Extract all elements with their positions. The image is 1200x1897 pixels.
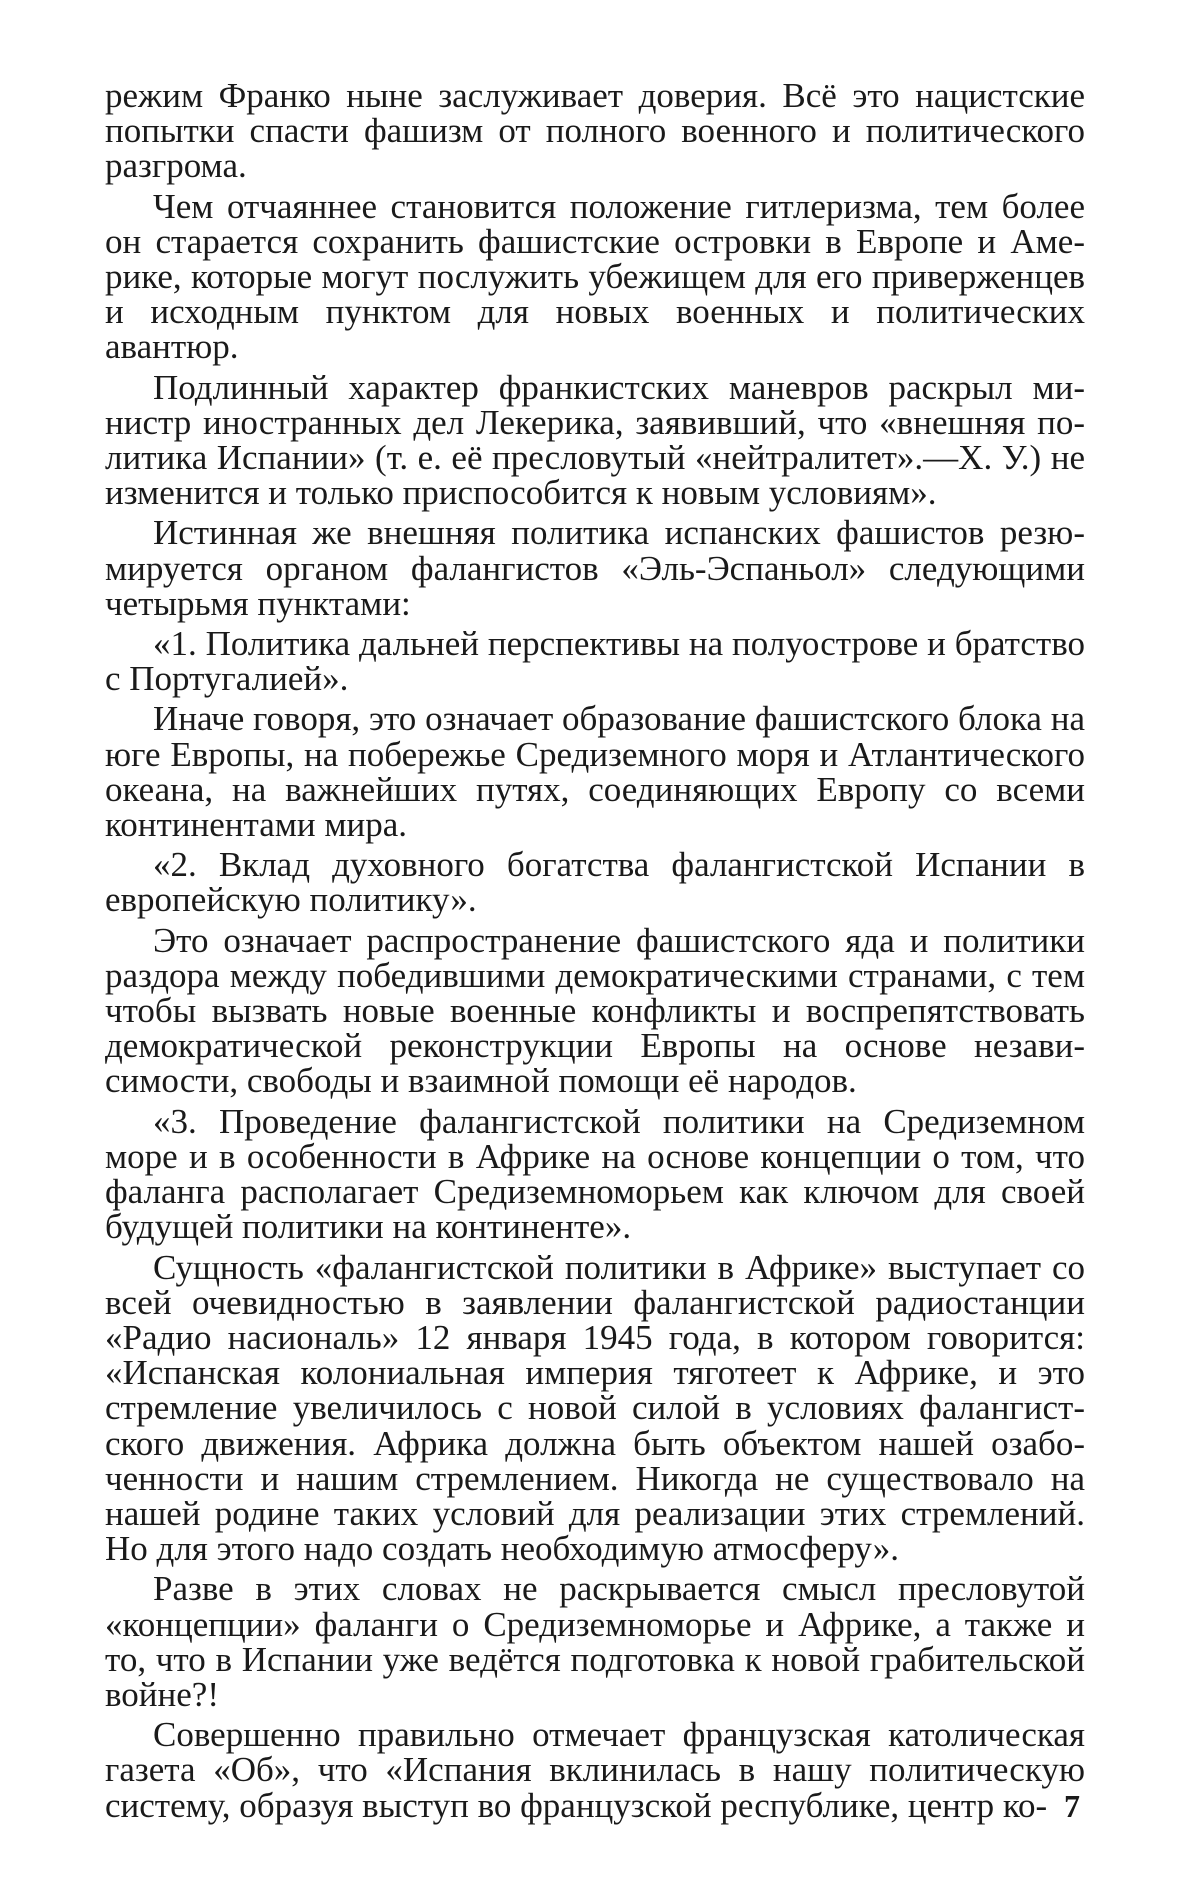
quote-point-3: «3. Проведение фалангистской политики на Средиземном море и в особенности в Африке на основе концепции о том, что фаланга располагает Средиземноморьем как ключом для своей будущей политики на континенте». <box>105 1101 1085 1247</box>
paragraph-1: режим Франко ныне заслуживает доверия. Всё это нацистские попытки спасти фашизм от полного военного и политического разгрома. <box>105 76 1085 186</box>
quote-point-1: «1. Политика дальней перспективы на полуострове и братство с Португалией». <box>105 624 1085 699</box>
paragraph-8: Это означает распространение фашистского яда и политики раздора между победившими демократическими странами, с тем чтобы вызвать новые военные конфликты и воспрепятствовать демократической реконструкции Европы на основе независимости, свободы и взаимной помощи её народов. <box>105 920 1085 1101</box>
paragraph-4: Истинная же внешняя политика испанских фашистов резюмируется органом фалангистов «Эль-Эспаньол» следующими четырьмя пунктами: <box>105 513 1085 623</box>
paragraph-6: Иначе говоря, это означает образование фашистского блока на юге Европы, на побережье Средиземного моря и Атлантического океана, на важнейших путях, соединяющих Европу со всеми континентами мира. <box>105 699 1085 845</box>
paragraph-2: Чем отчаяннее становится положение гитлеризма, тем более он старается сохранить фашистские островки в Европе и Америке, которые могут послужить убежищем для его приверженцев и исходным пунктом для новых военных и политических авантюр. <box>105 186 1085 367</box>
paragraph-10: Сущность «фалангистской политики в Африке» выступает со всей очевидностью в заявлении фалангистской радиостанции «Радио насиональ» 12 января 1945 года, в котором говорится: «Испанская колониальная империя тяготеет к Африке, и это стремление увеличилось с новой силой в условиях фалангистского движения. Африка должна быть объектом нашей озабоченности и нашим стремлением. Никогда не существовало на нашей родине таких условий для реализации этих стремлений. Но для этого надо создать необходимую атмосферу». <box>105 1247 1085 1569</box>
page-number: 7 <box>1064 1788 1080 1824</box>
quote-point-2: «2. Вклад духовного богатства фалангистской Испании в европейскую политику». <box>105 845 1085 920</box>
page-text <box>105 78 1085 1828</box>
paragraph-12: Совершенно правильно отмечает французская католическая газета «Об», что «Испания вклинилась в нашу политическую систему, образуя выступ во французской республике, центр ко- <box>105 1715 1085 1825</box>
paragraph-11: Разве в этих словах не раскрывается смысл пресловутой «концепции» фаланги о Средиземноморье и Африке, а также и то, что в Испании уже ведётся подготовка к новой грабительской войне?! <box>105 1569 1085 1714</box>
paragraph-3: Подлинный характер франкистских маневров раскрыл министр иностранных дел Лекерика, заявивший, что «внешняя политика Испании» (т. е. её пресловутый «нейтралитет».—Х. У.) не изменится и только приспособится к новым условиям». <box>105 367 1085 513</box>
